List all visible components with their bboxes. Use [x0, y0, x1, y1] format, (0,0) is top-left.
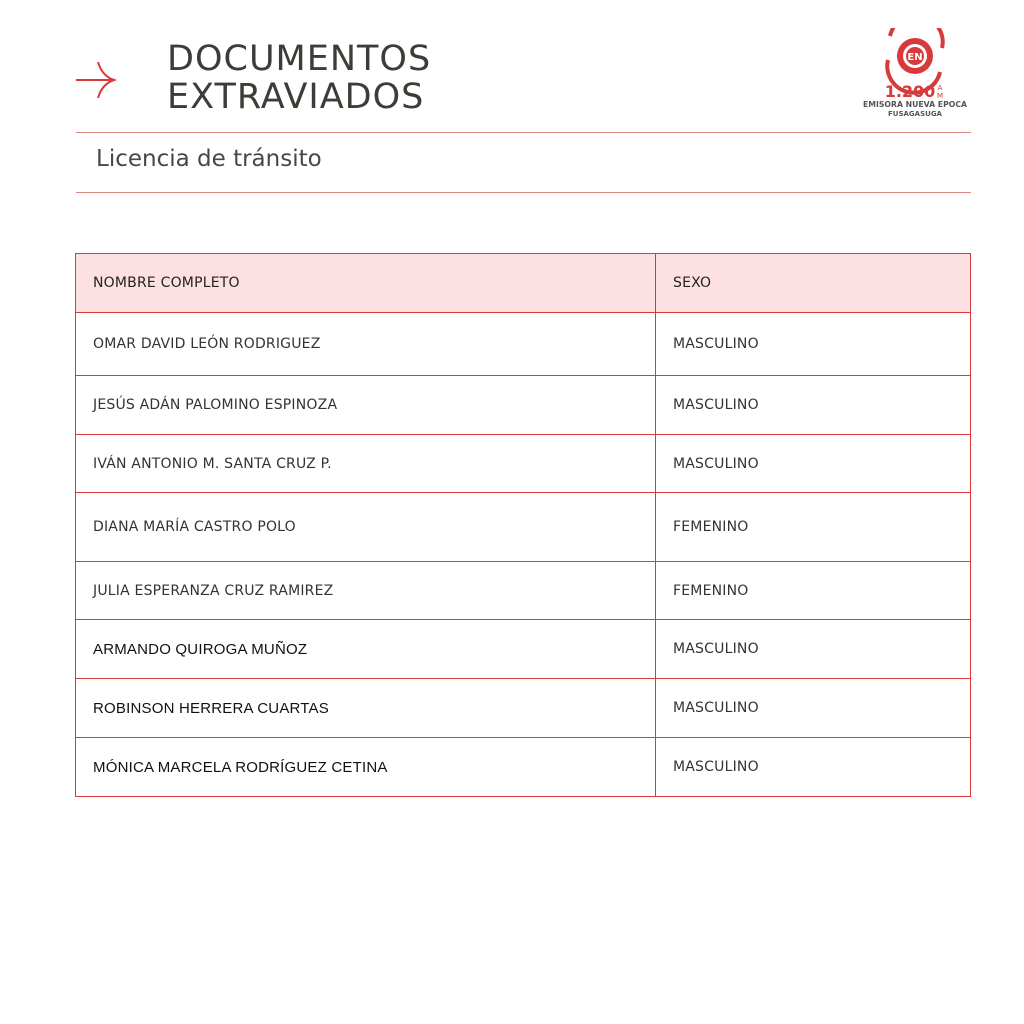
- table-row: [76, 620, 971, 679]
- logo-station-name: EMISORA NUEVA EPOCA: [863, 100, 968, 109]
- logo-band-bottom: M: [936, 92, 944, 100]
- divider-bottom: [76, 192, 971, 193]
- cell-name: DIANA MARÍA CASTRO POLO: [76, 493, 656, 562]
- document-type: Licencia de tránsito: [96, 146, 322, 172]
- table-row: [76, 679, 971, 738]
- lost-documents-table: [75, 253, 971, 797]
- cell-name: OMAR DAVID LEÓN RODRIGUEZ: [76, 313, 656, 376]
- cell-name: ROBINSON HERRERA CUARTAS: [76, 679, 656, 738]
- cell-sex: FEMENINO: [656, 562, 971, 620]
- table-row: [76, 562, 971, 620]
- table-row: [76, 493, 971, 562]
- logo-letters: EN: [907, 52, 923, 63]
- cell-sex: MASCULINO: [656, 376, 971, 435]
- logo-city: FUSAGASUGA: [888, 110, 942, 118]
- station-logo: [860, 28, 970, 120]
- table-row: [76, 313, 971, 376]
- cell-sex: MASCULINO: [656, 679, 971, 738]
- cell-sex: FEMENINO: [656, 493, 971, 562]
- title-line-1: DOCUMENTOS: [167, 39, 432, 79]
- divider-top: [76, 132, 971, 133]
- cell-name: MÓNICA MARCELA RODRÍGUEZ CETINA: [76, 738, 656, 797]
- cell-sex: MASCULINO: [656, 313, 971, 376]
- cell-name: ARMANDO QUIROGA MUÑOZ: [76, 620, 656, 679]
- title-line-2: EXTRAVIADOS: [167, 77, 425, 117]
- table-row: [76, 435, 971, 493]
- cell-name: IVÁN ANTONIO M. SANTA CRUZ P.: [76, 435, 656, 493]
- cell-name: JESÚS ADÁN PALOMINO ESPINOZA: [76, 376, 656, 435]
- table-row: [76, 738, 971, 797]
- cell-sex: MASCULINO: [656, 620, 971, 679]
- table-header-row: [76, 254, 971, 313]
- table-row: [76, 376, 971, 435]
- cell-name: JULIA ESPERANZA CRUZ RAMIREZ: [76, 562, 656, 620]
- logo-frequency: 1.200: [884, 82, 936, 101]
- page-title: [167, 40, 431, 116]
- header-full-name: NOMBRE COMPLETO: [76, 254, 656, 313]
- arrow-right-icon: [74, 58, 118, 102]
- cell-sex: MASCULINO: [656, 435, 971, 493]
- header-sex: SEXO: [656, 254, 971, 313]
- cell-sex: MASCULINO: [656, 738, 971, 797]
- logo-band-top: A: [937, 84, 943, 92]
